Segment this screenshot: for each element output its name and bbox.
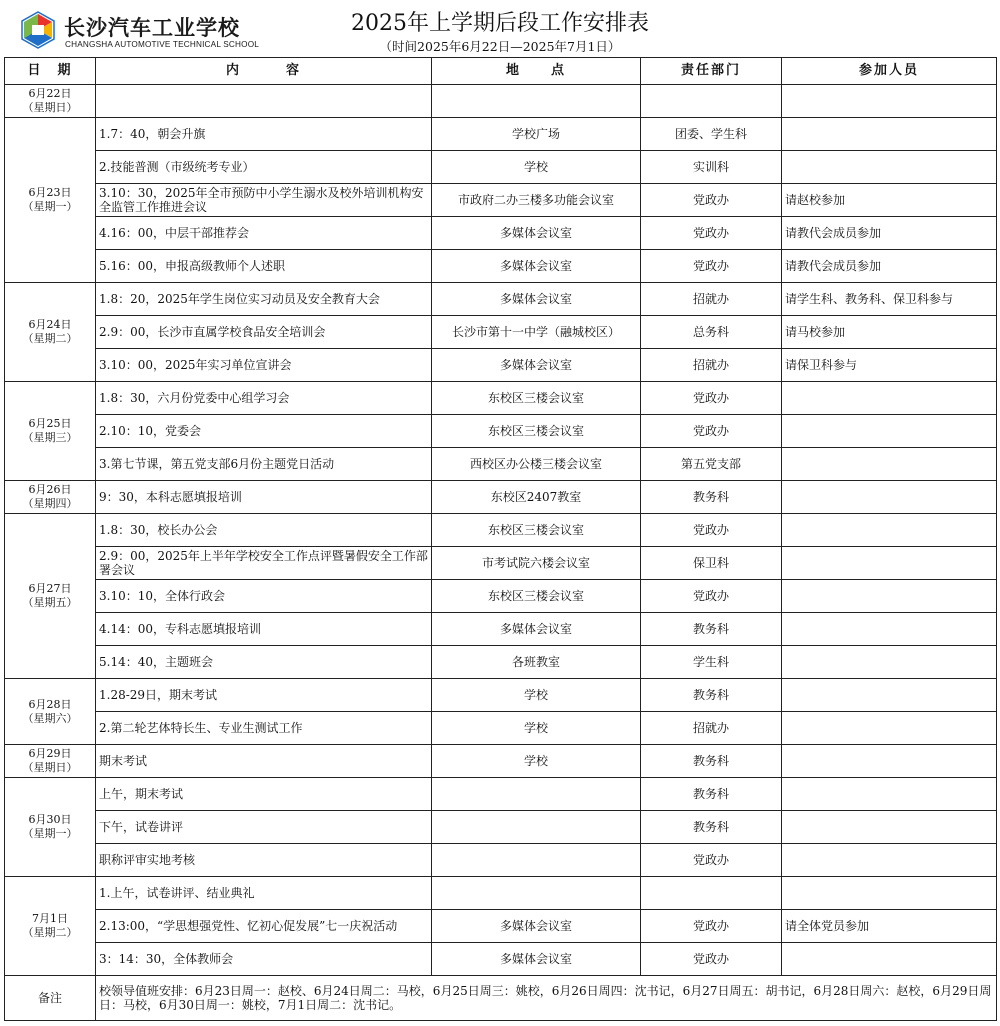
people-cell: 请全体党员参加 — [782, 910, 997, 943]
people-cell — [782, 514, 997, 547]
place-cell: 各班教室 — [432, 646, 641, 679]
table-row — [5, 547, 997, 580]
people-cell — [782, 877, 997, 910]
content-cell: 4.14：00，专科志愿填报培训 — [96, 613, 432, 646]
people-cell: 请教代会成员参加 — [782, 217, 997, 250]
content-cell — [96, 85, 432, 118]
place-cell: 多媒体会议室 — [432, 283, 641, 316]
content-cell: 下午，试卷讲评 — [96, 811, 432, 844]
dept-cell: 党政办 — [641, 250, 782, 283]
people-cell — [782, 382, 997, 415]
page-subtitle: （时间2025年6月22日—2025年7月1日） — [379, 39, 621, 54]
date-label: 7月1日 — [32, 912, 68, 925]
dept-cell: 教务科 — [641, 679, 782, 712]
place-cell: 多媒体会议室 — [432, 250, 641, 283]
page-title: 2025年上学期后段工作安排表 — [351, 11, 649, 36]
people-cell — [782, 943, 997, 976]
table-row — [5, 943, 997, 976]
people-cell — [782, 646, 997, 679]
table-row — [5, 217, 997, 250]
dept-cell: 招就办 — [641, 349, 782, 382]
date-cell — [5, 85, 96, 118]
place-cell: 多媒体会议室 — [432, 943, 641, 976]
place-cell: 东校区三楼会议室 — [432, 580, 641, 613]
dept-cell: 招就办 — [641, 283, 782, 316]
content-cell: 3.10：10，全体行政会 — [96, 580, 432, 613]
place-cell: 多媒体会议室 — [432, 910, 641, 943]
content-cell: 上午，期末考试 — [96, 778, 432, 811]
place-cell — [432, 844, 641, 877]
content-cell: 2.9：00，长沙市直属学校食品安全培训会 — [96, 316, 432, 349]
dept-cell — [641, 85, 782, 118]
weekday-label: （星期五） — [22, 596, 78, 609]
people-cell — [782, 745, 997, 778]
date-cell — [5, 877, 96, 976]
header-people: 参加人员 — [782, 58, 997, 85]
content-cell: 2.技能普测（市级统考专业） — [96, 151, 432, 184]
place-cell: 东校区三楼会议室 — [432, 382, 641, 415]
note-row — [5, 976, 997, 1021]
dept-cell: 学生科 — [641, 646, 782, 679]
weekday-label: （星期一） — [22, 827, 78, 840]
place-cell: 学校 — [432, 151, 641, 184]
table-row — [5, 613, 997, 646]
date-cell — [5, 283, 96, 382]
weekday-label: （星期日） — [22, 101, 78, 114]
content-cell: 5.14：40，主题班会 — [96, 646, 432, 679]
dept-cell: 招就办 — [641, 712, 782, 745]
place-cell — [432, 877, 641, 910]
place-cell: 市政府二办三楼多功能会议室 — [432, 184, 641, 217]
weekday-label: （星期六） — [22, 711, 78, 725]
page-header — [0, 0, 1000, 56]
school-name-en: CHANGSHA AUTOMOTIVE TECHNICAL SCHOOL — [65, 40, 260, 49]
dept-cell: 教务科 — [641, 778, 782, 811]
content-cell: 职称评审实地考核 — [96, 844, 432, 877]
table-row — [5, 646, 997, 679]
date-label: 6月29日 — [28, 747, 72, 760]
dept-cell: 保卫科 — [641, 547, 782, 580]
place-cell: 东校区2407教室 — [432, 481, 641, 514]
content-cell: 2.10：10，党委会 — [96, 415, 432, 448]
place-cell: 多媒体会议室 — [432, 217, 641, 250]
people-cell: 请赵校参加 — [782, 184, 997, 217]
content-cell: 3：14：30，全体教师会 — [96, 943, 432, 976]
content-cell: 1.8：30，校长办公会 — [96, 514, 432, 547]
date-label: 6月26日 — [28, 483, 72, 496]
dept-cell: 党政办 — [641, 844, 782, 877]
content-cell: 3.10：30，2025年全市预防中小学生溺水及校外培训机构安全监管工作推进会议 — [96, 184, 432, 217]
content-cell: 3.10：00，2025年实习单位宣讲会 — [96, 349, 432, 382]
table-row — [5, 184, 997, 217]
date-label: 6月28日 — [28, 697, 72, 711]
people-cell — [782, 151, 997, 184]
place-cell: 多媒体会议室 — [432, 613, 641, 646]
date-cell — [5, 745, 96, 778]
table-row — [5, 151, 997, 184]
date-cell — [5, 679, 96, 745]
weekday-label: （星期一） — [22, 200, 78, 213]
date-label: 6月27日 — [28, 582, 72, 595]
people-cell — [782, 448, 997, 481]
people-cell: 请保卫科参与 — [782, 349, 997, 382]
place-cell: 学校 — [432, 679, 641, 712]
people-cell — [782, 118, 997, 151]
people-cell — [782, 811, 997, 844]
dept-cell: 党政办 — [641, 382, 782, 415]
table-row — [5, 712, 997, 745]
table-row — [5, 118, 997, 151]
content-cell: 9：30，本科志愿填报培训 — [96, 481, 432, 514]
table-row — [5, 514, 997, 547]
table-row — [5, 250, 997, 283]
header-date: 日 期 — [5, 58, 96, 85]
schedule-table — [4, 57, 997, 1021]
place-cell: 东校区三楼会议室 — [432, 415, 641, 448]
dept-cell: 党政办 — [641, 943, 782, 976]
school-name-cn: 长沙汽车工业学校 — [64, 16, 240, 40]
table-row — [5, 910, 997, 943]
table-row — [5, 745, 997, 778]
weekday-label: （星期三） — [22, 431, 78, 444]
place-cell: 市考试院六楼会议室 — [432, 547, 641, 580]
dept-cell: 教务科 — [641, 745, 782, 778]
table-row — [5, 316, 997, 349]
dept-cell: 党政办 — [641, 184, 782, 217]
content-cell: 1.7：40，朝会升旗 — [96, 118, 432, 151]
table-row — [5, 811, 997, 844]
date-cell — [5, 778, 96, 877]
place-cell — [432, 85, 641, 118]
header-place: 地 点 — [432, 58, 641, 85]
content-cell: 1.28-29日，期末考试 — [96, 679, 432, 712]
people-cell — [782, 679, 997, 712]
table-header-row — [5, 58, 997, 85]
content-cell: 2.9：00，2025年上半年学校安全工作点评暨暑假安全工作部署会议 — [96, 547, 432, 580]
content-cell: 期末考试 — [96, 745, 432, 778]
date-label: 6月30日 — [28, 813, 72, 826]
place-cell: 学校广场 — [432, 118, 641, 151]
header-content: 内 容 — [96, 58, 432, 85]
people-cell: 请学生科、教务科、保卫科参与 — [782, 283, 997, 316]
note-label: 备注 — [5, 976, 96, 1021]
table-row — [5, 679, 997, 712]
date-cell — [5, 481, 96, 514]
weekday-label: （星期二） — [22, 332, 78, 345]
table-row — [5, 283, 997, 316]
dept-cell: 教务科 — [641, 811, 782, 844]
place-cell: 长沙市第十一中学（融城校区） — [432, 316, 641, 349]
place-cell: 学校 — [432, 745, 641, 778]
dept-cell: 总务科 — [641, 316, 782, 349]
table-row — [5, 349, 997, 382]
content-cell: 2.第二轮艺体特长生、专业生测试工作 — [96, 712, 432, 745]
table-row — [5, 844, 997, 877]
content-cell: 1.8：20，2025年学生岗位实习动员及安全教育大会 — [96, 283, 432, 316]
people-cell: 请马校参加 — [782, 316, 997, 349]
place-cell — [432, 811, 641, 844]
weekday-label: （星期日） — [22, 761, 78, 774]
dept-cell — [641, 877, 782, 910]
place-cell: 西校区办公楼三楼会议室 — [432, 448, 641, 481]
content-cell: 2.13:00，“学思想强党性、忆初心促发展”七一庆祝活动 — [96, 910, 432, 943]
header-dept: 责任部门 — [641, 58, 782, 85]
table-row — [5, 877, 997, 910]
place-cell: 多媒体会议室 — [432, 349, 641, 382]
people-cell — [782, 547, 997, 580]
dept-cell: 第五党支部 — [641, 448, 782, 481]
content-cell: 5.16：00，申报高级教师个人述职 — [96, 250, 432, 283]
table-row — [5, 448, 997, 481]
place-cell — [432, 778, 641, 811]
people-cell — [782, 778, 997, 811]
people-cell — [782, 481, 997, 514]
dept-cell: 党政办 — [641, 580, 782, 613]
table-row — [5, 580, 997, 613]
date-cell — [5, 118, 96, 283]
date-cell — [5, 514, 96, 679]
dept-cell: 团委、学生科 — [641, 118, 782, 151]
dept-cell: 实训科 — [641, 151, 782, 184]
place-cell: 学校 — [432, 712, 641, 745]
people-cell: 请教代会成员参加 — [782, 250, 997, 283]
content-cell: 3.第七节课，第五党支部6月份主题党日活动 — [96, 448, 432, 481]
note-text: 校领导值班安排：6月23日周一：赵校、6月24日周二：马校，6月25日周三：姚校，6月26日周四：沈书记，6月27日周五：胡书记，6月28日周六：赵校，6月29日周日：马校，6月30日周一：姚校，7月1日周二：沈书记。 — [96, 976, 997, 1021]
table-row — [5, 382, 997, 415]
dept-cell: 教务科 — [641, 613, 782, 646]
table-row — [5, 481, 997, 514]
date-label: 6月25日 — [28, 417, 72, 430]
dept-cell: 党政办 — [641, 217, 782, 250]
place-cell: 东校区三楼会议室 — [432, 514, 641, 547]
date-label: 6月22日 — [28, 87, 72, 100]
people-cell — [782, 580, 997, 613]
date-label: 6月23日 — [28, 186, 72, 199]
dept-cell: 党政办 — [641, 514, 782, 547]
content-cell: 1.8：30，六月份党委中心组学习会 — [96, 382, 432, 415]
weekday-label: （星期二） — [22, 926, 78, 939]
date-label: 6月24日 — [28, 318, 72, 331]
schedule-body — [5, 85, 997, 976]
content-cell: 4.16：00，中层干部推荐会 — [96, 217, 432, 250]
date-cell — [5, 382, 96, 481]
dept-cell: 党政办 — [641, 910, 782, 943]
people-cell — [782, 712, 997, 745]
people-cell — [782, 85, 997, 118]
content-cell: 1.上午，试卷讲评、结业典礼 — [96, 877, 432, 910]
dept-cell: 教务科 — [641, 481, 782, 514]
table-row — [5, 415, 997, 448]
people-cell — [782, 415, 997, 448]
weekday-label: （星期四） — [22, 497, 78, 510]
dept-cell: 党政办 — [641, 415, 782, 448]
table-row — [5, 778, 997, 811]
people-cell — [782, 844, 997, 877]
table-row — [5, 85, 997, 118]
people-cell — [782, 613, 997, 646]
